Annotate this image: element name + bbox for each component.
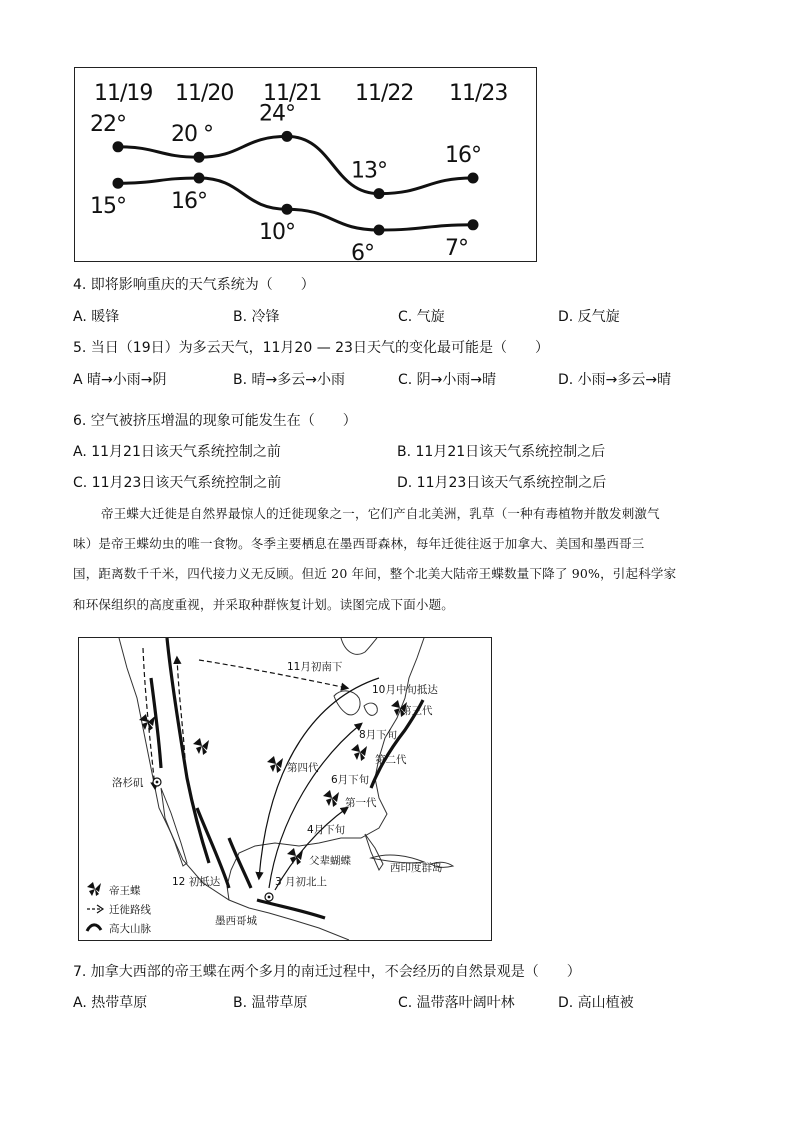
- question-5-option-c[interactable]: C. 阴→小雨→晴: [398, 372, 497, 388]
- series-0-point-2: [282, 131, 293, 142]
- hudson-bay: [341, 638, 377, 654]
- series-1-point-2: [282, 204, 293, 215]
- series-1-point-4: [468, 219, 479, 230]
- date-label-2: 11/21: [263, 81, 322, 106]
- series-1-value-label-2: 10°: [259, 220, 295, 246]
- label-aug: 8月下旬: [359, 729, 398, 741]
- question-6-stem: 6. 空气被挤压增温的现象可能发生在（ ）: [73, 413, 357, 429]
- monarch-migration-map: [78, 637, 492, 941]
- series-0-point-0: [113, 141, 124, 152]
- series-1-value-label-1: 16°: [171, 189, 207, 214]
- passage-line-1: 帝王蝶大迁徙是自然界最惊人的迁徙现象之一，它们产自北美洲，乳草（一种有毒植物并散发刺激气: [101, 506, 660, 521]
- legend-butterfly-icon: [87, 882, 101, 896]
- mountain-range-southern-mexico: [257, 900, 325, 918]
- question-4-option-a[interactable]: A. 暖锋: [73, 309, 120, 325]
- date-label-0: 11/19: [94, 81, 153, 106]
- butterfly-icon-parents: [287, 848, 303, 865]
- label-apr: 4月下旬: [307, 824, 346, 836]
- question-4-option-b[interactable]: B. 冷锋: [233, 309, 280, 325]
- butterfly-icon-gen4: [267, 756, 283, 773]
- series-0-value-label-2: 24°: [259, 101, 295, 127]
- passage-line-3: 国，距离数千千米，四代接力义无反顾。但近 20 年间，整个北美大陆帝王蝶数量下降了 90%，引起科学家: [73, 566, 677, 581]
- question-4-option-d[interactable]: D. 反气旋: [558, 309, 620, 325]
- passage-line-4: 和环保组织的高度重视，并采取种群恢复计划。读图完成下面小题。: [73, 597, 455, 612]
- question-5-option-b[interactable]: B. 晴→多云→小雨: [233, 372, 345, 388]
- question-6-option-d[interactable]: D. 11月23日该天气系统控制之后: [397, 475, 607, 491]
- question-5-option-a[interactable]: A 晴→小雨→阴: [73, 372, 167, 388]
- label-gen4: 第四代: [287, 762, 319, 774]
- label-dec-arrive: 12 初抵达: [172, 876, 221, 888]
- question-4-option-c[interactable]: C. 气旋: [398, 309, 445, 325]
- florida: [365, 834, 383, 870]
- mountain-range-sierra-madre-oriental: [229, 838, 251, 888]
- question-7-option-c[interactable]: C. 温带落叶阔叶林: [398, 995, 515, 1011]
- question-7-option-d[interactable]: D. 高山植被: [558, 995, 634, 1011]
- label-parents: 父辈蝴蝶: [309, 855, 351, 867]
- series-1-value-label-0: 15°: [90, 194, 126, 220]
- question-6-option-b[interactable]: B. 11月21日该天气系统控制之后: [397, 444, 606, 460]
- series-0-value-label-0: 22°: [90, 111, 126, 137]
- label-oct-arrive: 10月中旬抵达: [372, 684, 438, 696]
- label-gen3: 第三代: [401, 705, 433, 717]
- legend-mountain-label: 高大山脉: [109, 923, 151, 935]
- question-5-option-d[interactable]: D. 小雨→多云→晴: [558, 372, 672, 388]
- butterfly-icon-gen2: [351, 744, 367, 761]
- map-legend: [87, 882, 151, 935]
- series-1-value-label-3: 6°: [351, 241, 374, 261]
- question-4-stem: 4. 即将影响重庆的天气系统为（ ）: [73, 277, 315, 293]
- series-1-point-3: [374, 225, 385, 236]
- question-6-option-a[interactable]: A. 11月21日该天气系统控制之前: [73, 444, 281, 460]
- date-label-4: 11/23: [449, 81, 508, 106]
- legend-mountain-icon: [87, 925, 101, 931]
- passage-line-2: 味）是帝王蝶幼虫的唯一食物。冬季主要栖息在墨西哥森林，每年迁徙往返于加拿大、美国和墨西哥三: [73, 536, 645, 551]
- butterfly-icon-rockies: [193, 738, 209, 755]
- legend-butterfly-label: 帝王蝶: [109, 885, 141, 897]
- date-label-1: 11/20: [175, 81, 234, 106]
- map-svg: [79, 638, 491, 940]
- series-0-value-label-1: 20 °: [171, 122, 213, 148]
- great-lakes: [334, 691, 377, 715]
- question-6-option-c[interactable]: C. 11月23日该天气系统控制之前: [73, 475, 282, 491]
- question-5-stem: 5. 当日（19日）为多云天气，11月20 — 23日天气的变化最可能是（ ）: [73, 340, 549, 356]
- series-0-point-4: [468, 173, 479, 184]
- label-nov-south: 11月初南下: [287, 661, 343, 673]
- label-gen1: 第一代: [345, 797, 377, 809]
- question-7-stem: 7. 加拿大西部的帝王蝶在两个多月的南迁过程中，不会经历的自然景观是（ ）: [73, 964, 581, 980]
- series-0-point-3: [374, 188, 385, 199]
- series-0-value-label-4: 16°: [445, 143, 481, 168]
- label-mexico-city: 墨西哥城: [215, 915, 257, 927]
- series-0-point-1: [194, 152, 205, 163]
- series-1-point-1: [194, 173, 205, 184]
- temperature-chart-svg: [75, 68, 536, 261]
- label-gen2: 第二代: [375, 754, 407, 766]
- butterfly-icon-gen1: [323, 790, 339, 807]
- label-jun: 6月下旬: [331, 774, 370, 786]
- legend-route-label: 迁徙路线: [109, 904, 151, 916]
- date-label-3: 11/22: [355, 81, 414, 106]
- series-1-point-0: [113, 178, 124, 189]
- legend-route-icon: [87, 905, 103, 913]
- label-mar-north: 3 月初北上: [275, 876, 328, 888]
- question-7-option-b[interactable]: B. 温带草原: [233, 995, 308, 1011]
- label-los-angeles: 洛杉矶: [112, 777, 144, 789]
- label-west-indies: 西印度群岛: [390, 862, 443, 874]
- series-0-value-label-3: 13°: [351, 158, 387, 184]
- temperature-chart: [74, 67, 537, 262]
- question-7-option-a[interactable]: A. 热带草原: [73, 995, 148, 1011]
- series-1-value-label-4: 7°: [445, 235, 468, 261]
- baja-california: [161, 788, 187, 866]
